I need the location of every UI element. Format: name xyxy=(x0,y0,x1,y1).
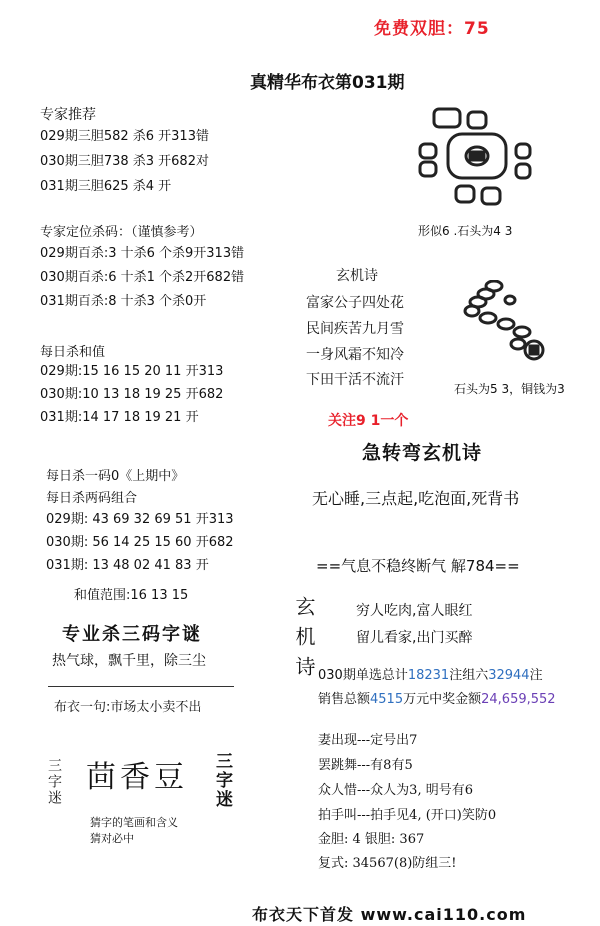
sales-label: 注组六 xyxy=(449,668,489,683)
poem-title: 玄机诗 xyxy=(336,268,378,284)
chain-caption: 石头为5 3，铜钱为3 xyxy=(454,382,565,396)
hint-line: 妻出现---定号出7 xyxy=(318,733,418,748)
turn-title: 急转弯玄机诗 xyxy=(362,442,483,464)
hint-line: 复式: 34567(8)防组三! xyxy=(318,856,457,871)
page-title: 真精华布衣第031期 xyxy=(250,73,405,93)
turn-body: 无心睡,三点起,吃泡面,死背书 xyxy=(312,489,520,508)
sales-label: 030期单选总计 xyxy=(318,668,408,683)
sum-row: 029期:15 16 15 20 11 开313 xyxy=(40,364,224,379)
riddle-big-word: 茴香豆 xyxy=(86,760,188,795)
chain-illustration xyxy=(462,280,572,366)
buyi-saying: 布衣一句:市场太小卖不出 xyxy=(54,700,202,715)
kill-row: 031期: 13 48 02 41 83 开 xyxy=(46,558,209,573)
poem-two-side: 玄机诗 xyxy=(292,596,316,686)
stones-illustration xyxy=(412,106,562,210)
poem-line: 民间疾苦九月雪 xyxy=(306,321,404,337)
sales-label: 注 xyxy=(529,668,543,683)
sales-line-2 xyxy=(318,688,556,707)
hint-line: 拍手叫---拍手见4, (开口)笑防0 xyxy=(318,808,497,823)
sales-label: 万元中奖金额 xyxy=(403,692,482,707)
riddle-side-left: 三字迷 xyxy=(46,758,62,806)
breath-line: ==气息不稳终断气 解784== xyxy=(316,557,520,575)
riddle-three-body: 热气球，飘千里，除三尘 xyxy=(52,653,206,669)
hint-line: 众人惜---众人为3, 明号有6 xyxy=(318,783,473,798)
position-row: 029期百杀:3 十杀6 个杀9开313错 xyxy=(40,246,245,261)
riddle-three-title: 专业杀三码字谜 xyxy=(62,624,202,645)
hint-line: 罢跳舞---有8有5 xyxy=(318,758,413,773)
hint-line: 金胆: 4 银胆: 367 xyxy=(318,832,425,847)
stones-caption: 形似6 .石头为4 3 xyxy=(418,224,513,238)
divider xyxy=(48,686,234,687)
sales-value: 24,659,552 xyxy=(481,692,556,707)
free-double-banner: 免费双胆：75 xyxy=(374,19,490,39)
kill-row: 029期: 43 69 32 69 51 开313 xyxy=(46,512,234,527)
riddle-side-right: 三字迷 xyxy=(212,752,232,809)
kill-one-heading: 每日杀一码0《上期中》 xyxy=(46,469,185,484)
poem-line: 富家公子四处花 xyxy=(306,295,404,311)
expert-row: 031期三胆625 杀4 开 xyxy=(40,179,172,194)
sales-line-1 xyxy=(318,664,543,683)
riddle-note: 猜对必中 xyxy=(90,832,134,845)
sum-range: 和值范围:16 13 15 xyxy=(74,588,189,603)
sales-label: 销售总额 xyxy=(318,692,371,707)
sum-heading: 每日杀和值 xyxy=(40,345,106,360)
sum-row: 030期:10 13 18 19 25 开682 xyxy=(40,387,224,402)
kill-row: 030期: 56 14 25 15 60 开682 xyxy=(46,535,234,550)
sales-value: 18231 xyxy=(407,668,450,683)
expert-row: 029期三胆582 杀6 开313错 xyxy=(40,129,209,144)
poem-line: 下田干活不流汗 xyxy=(306,372,404,388)
position-heading: 专家定位杀码：（谨慎参考） xyxy=(40,225,203,240)
sales-value: 4515 xyxy=(370,692,404,707)
poem-two-line: 穷人吃肉,富人眼红 xyxy=(356,603,473,619)
expert-row: 030期三胆738 杀3 开682对 xyxy=(40,154,209,169)
footer-site: 布衣天下首发 www.cai110.com xyxy=(252,905,527,924)
poem-line: 一身风霜不知冷 xyxy=(306,347,404,363)
expert-heading: 专家推荐 xyxy=(40,107,96,123)
attention-text: 关注9 1一个 xyxy=(328,413,409,429)
sum-row: 031期:14 17 18 19 21 开 xyxy=(40,410,199,425)
position-row: 031期百杀:8 十杀3 个杀0开 xyxy=(40,294,207,309)
position-row: 030期百杀:6 十杀1 个杀2开682错 xyxy=(40,270,245,285)
poem-two-line: 留儿看家,出门买醉 xyxy=(356,630,473,646)
kill-two-heading: 每日杀两码组合 xyxy=(46,491,138,506)
riddle-note: 猜字的笔画和含义 xyxy=(90,816,178,829)
sales-value: 32944 xyxy=(488,668,530,683)
